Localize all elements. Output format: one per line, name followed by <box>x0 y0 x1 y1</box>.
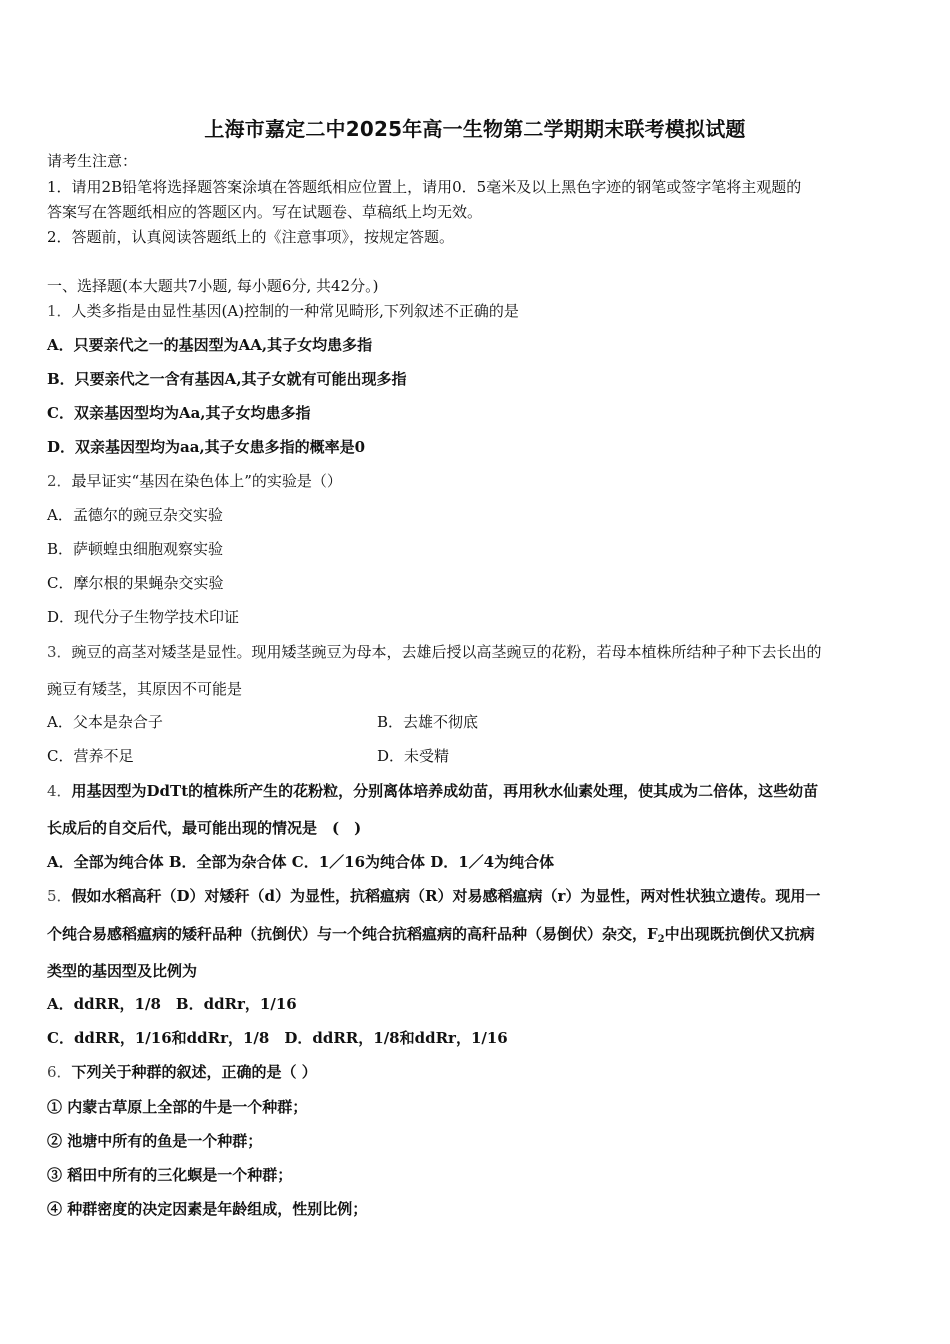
notice-line-2: 2．答题前，认真阅读答题纸上的《注意事项》，按规定答题。 <box>47 228 455 246</box>
question-5-subscript: 2 <box>657 934 665 945</box>
q3-option-a: A．父本是杂合子 <box>47 713 163 731</box>
question-6-stem: 下列关于种群的叙述，正确的是（ ） <box>71 1063 317 1081</box>
question-4-number: 4． <box>47 782 72 800</box>
q6-statement-4: ④ 种群密度的决定因素是年龄组成，性别比例； <box>47 1200 368 1218</box>
q1-option-a: A．只要亲代之一的基因型为AA,其子女均患多指 <box>47 336 373 354</box>
q6-statement-2: ② 池塘中所有的鱼是一个种群； <box>47 1132 263 1150</box>
question-1-stem: 人类多指是由显性基因(A)控制的一种常见畸形,下列叙述不正确的是 <box>71 302 519 320</box>
q3-option-b: B．去雄不彻底 <box>377 713 479 731</box>
question-4 <box>47 781 818 801</box>
q4-options: A．全部为纯合体 B．全部为杂合体 C．1／16为纯合体 D．1／4为纯合体 <box>47 853 555 871</box>
notice-line-1a: 1．请用2B铅笔将选择题答案涂填在答题纸相应位置上，请用0．5毫米及以上黑色字迹的钢笔或签字笔将主观题的 <box>47 178 802 196</box>
question-5-stem-2 <box>47 924 815 950</box>
question-3-stem-1: 豌豆的高茎对矮茎是显性。现用矮茎豌豆为母本，去雄后授以高茎豌豆的花粉，若母本植株所结种子种下去长出的 <box>71 643 822 661</box>
question-5-number: 5． <box>47 887 72 905</box>
question-5-stem-1: 假如水稻高秆（D）对矮秆（d）为显性，抗稻瘟病（R）对易感稻瘟病（r）为显性，两对性状独立遗传。现用一 <box>71 887 821 905</box>
question-6-number: 6． <box>47 1063 72 1081</box>
question-1 <box>47 301 519 321</box>
q2-option-a: A．孟德尔的豌豆杂交实验 <box>47 506 223 524</box>
notice-line-1b: 答案写在答题纸相应的答题区内。写在试题卷、草稿纸上均无效。 <box>47 203 483 221</box>
question-4-stem-2: 长成后的自交后代，最可能出现的情况是 ( ) <box>47 819 362 837</box>
question-3 <box>47 642 822 662</box>
question-3-stem-2: 豌豆有矮茎，其原因不可能是 <box>47 680 243 698</box>
question-2-stem: 最早证实“基因在染色体上”的实验是（） <box>71 472 342 490</box>
question-5-stem-2b: 中出现既抗倒伏又抗病 <box>664 925 815 943</box>
q3-option-c: C．营养不足 <box>47 747 134 765</box>
q2-option-d: D．现代分子生物学技术印证 <box>47 608 240 626</box>
q2-option-b: B．萨顿蝗虫细胞观察实验 <box>47 540 224 558</box>
question-6 <box>47 1062 317 1082</box>
notice-heading: 请考生注意： <box>47 152 138 170</box>
q5-options-cd: C．ddRR，1/16和ddRr，1/8 D．ddRR，1/8和ddRr，1/16 <box>47 1029 508 1047</box>
question-4-stem-1: 用基因型为DdTt的植株所产生的花粉粒，分别离体培养成幼苗，再用秋水仙素处理，使其成为二倍体，这些幼苗 <box>71 782 819 800</box>
question-2-number: 2． <box>47 472 72 490</box>
q1-option-d: D．双亲基因型均为aa,其子女患多指的概率是0 <box>47 438 366 456</box>
q6-statement-1: ① 内蒙古草原上全部的牛是一个种群； <box>47 1098 308 1116</box>
q1-option-c: C．双亲基因型均为Aa,其子女均患多指 <box>47 404 311 422</box>
q2-option-c: C．摩尔根的果蝇杂交实验 <box>47 574 224 592</box>
question-5-stem-3: 类型的基因型及比例为 <box>47 962 198 980</box>
question-3-number: 3． <box>47 643 72 661</box>
q5-options-ab: A．ddRR，1/8 B．ddRr，1/16 <box>47 995 297 1013</box>
q6-statement-3: ③ 稻田中所有的三化螟是一个种群； <box>47 1166 293 1184</box>
question-1-number: 1． <box>47 302 72 320</box>
question-5 <box>47 886 820 906</box>
question-5-stem-2a: 个纯合易感稻瘟病的矮秆品种（抗倒伏）与一个纯合抗稻瘟病的高秆品种（易倒伏）杂交，F <box>47 925 658 943</box>
section-heading: 一、选择题(本大题共7小题, 每小题6分, 共42分。) <box>47 277 379 295</box>
q3-option-d: D．未受精 <box>377 747 450 765</box>
question-2 <box>47 471 342 491</box>
q1-option-b: B．只要亲代之一含有基因A,其子女就有可能出现多指 <box>47 370 407 388</box>
page-title: 上海市嘉定二中2025年高一生物第二学期期末联考模拟试题 <box>204 117 746 141</box>
